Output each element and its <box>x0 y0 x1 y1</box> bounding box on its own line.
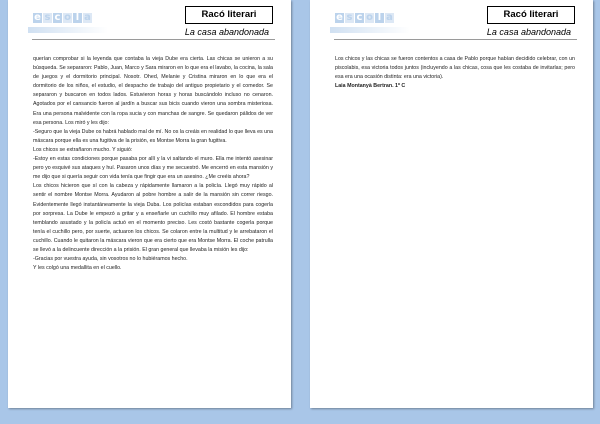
paragraph: Y les colgó una medallita en el cuello. <box>33 265 122 272</box>
header-divider <box>334 39 577 40</box>
story-body <box>335 55 575 91</box>
story-body <box>33 55 273 273</box>
logo-letter: l <box>73 13 82 23</box>
logo-letter: e <box>336 12 343 23</box>
logo-letter: e <box>34 12 41 23</box>
logo-letter: l <box>375 13 384 23</box>
paragraph: querían comprobar si la leyenda que contaba la vieja Dube era cierta. Las chicas se unieron a su búsqueda. Se separaron: Pablo, Juan, Marco y Sara miraron en lo que era el lavabo, la cocina, la sala de juegos y el dormitorio principal. Nosotr. Ohed, Melanie y Cristina miraron en lo que era el dormitorio de los niños, el estudio, el despacho de trabajo del antiguo propietario y el comedor. Se separaron y buscaron en todos lados. Estuvieron horas y horas buscándolo incluso no cenaron. Agotados por el cansancio fueron al jardín a buscar sus bicis cuando vieron una sombra misteriosa. Era una persona malvidente con la ropa sucia y con manchas de sangre. Se quedaron pálidos de ver esa persona. Los miró y les dijo: <box>33 56 273 126</box>
paragraph: -Seguro que la vieja Dube os habrá hablado mal de mí. No os la creáis en realidad lo que lleva es una máscara porque ella es una fugitiva de la prisión, es Montse Morra la gran fugitiva. <box>33 128 273 144</box>
paragraph: -Gracias por vuestra ayuda, sin vosotros no lo hubiéramos hecho. <box>33 256 188 263</box>
section-label: Racó literari <box>487 6 575 24</box>
logo-letter: o <box>64 12 71 23</box>
header-divider <box>32 39 275 40</box>
logo-letter: s <box>346 12 353 23</box>
logo-letter: c <box>356 12 363 23</box>
paragraph: Los chicos y las chicas se fueron contentos a casa de Pablo porque habían decidido celebrar, con un piscolabis, esa victoria todos juntos (incluyendo a las chicas, cosa que les costaba de invitarlas; pero esa era una ocasión distinta: era una victoria). <box>335 56 575 81</box>
paragraph: Los chicos hicieron que sí con la cabeza y rápidamente llamaron a la policía. Llegó muy rápido al sentir el nombre Montse Morra. Ayudaron al pobre hombre a salir de la mansión sin correr riesgo. Evidentemente llegó instantáneamente la vieja Duba. Los policías estaban escondidos para cogerla por sorpresa. La Dube le empezó a gritar y a enseñarle un cuchillo muy afilado. El hombre estaba temblando asustado y la policía actuó en el momento preciso. Les costó bastante cogerla porque tenía el cuchillo pero, por suerte, actuaron los chicos. Se colaron entre la multitud y le arrebataron el cuchillo. Cuando le quitaron la máscara vieron que era cierto que era Montse Morra. El coche patrulla se llevó a la delincuente dirección a la prisión. El gran general que llevaba la misión les dijo: <box>33 183 273 253</box>
paragraph: -Estoy en estas condiciones porque pasaba por allí y la vi saltando el muro. Ella me intentó asesinar pero yo esquivé sus ataques y huí. Pasaron unos días y me secuestró. Me encerró en esta mansión y me dijo que si quería seguir con vida tenía que fingir que era un asesino. ¿Me creéis ahora? <box>33 156 273 181</box>
section-label: Racó literari <box>185 6 273 24</box>
story-title: La casa abandonada <box>486 27 571 37</box>
logo-underline <box>28 27 108 33</box>
logo-letter: c <box>54 12 61 23</box>
logo-underline <box>330 27 410 33</box>
author-signature: Laia Montanyà Bertran. 1º C <box>335 83 406 90</box>
paragraph: Los chicos se extrañaron mucho. Y siguió: <box>33 146 133 153</box>
story-title: La casa abandonada <box>184 27 269 37</box>
right-page <box>310 0 593 408</box>
logo-letter: a <box>84 12 91 23</box>
logo-letter: a <box>386 12 393 23</box>
left-page <box>8 0 291 408</box>
logo-letter: s <box>44 12 51 23</box>
logo-letter: o <box>366 12 373 23</box>
